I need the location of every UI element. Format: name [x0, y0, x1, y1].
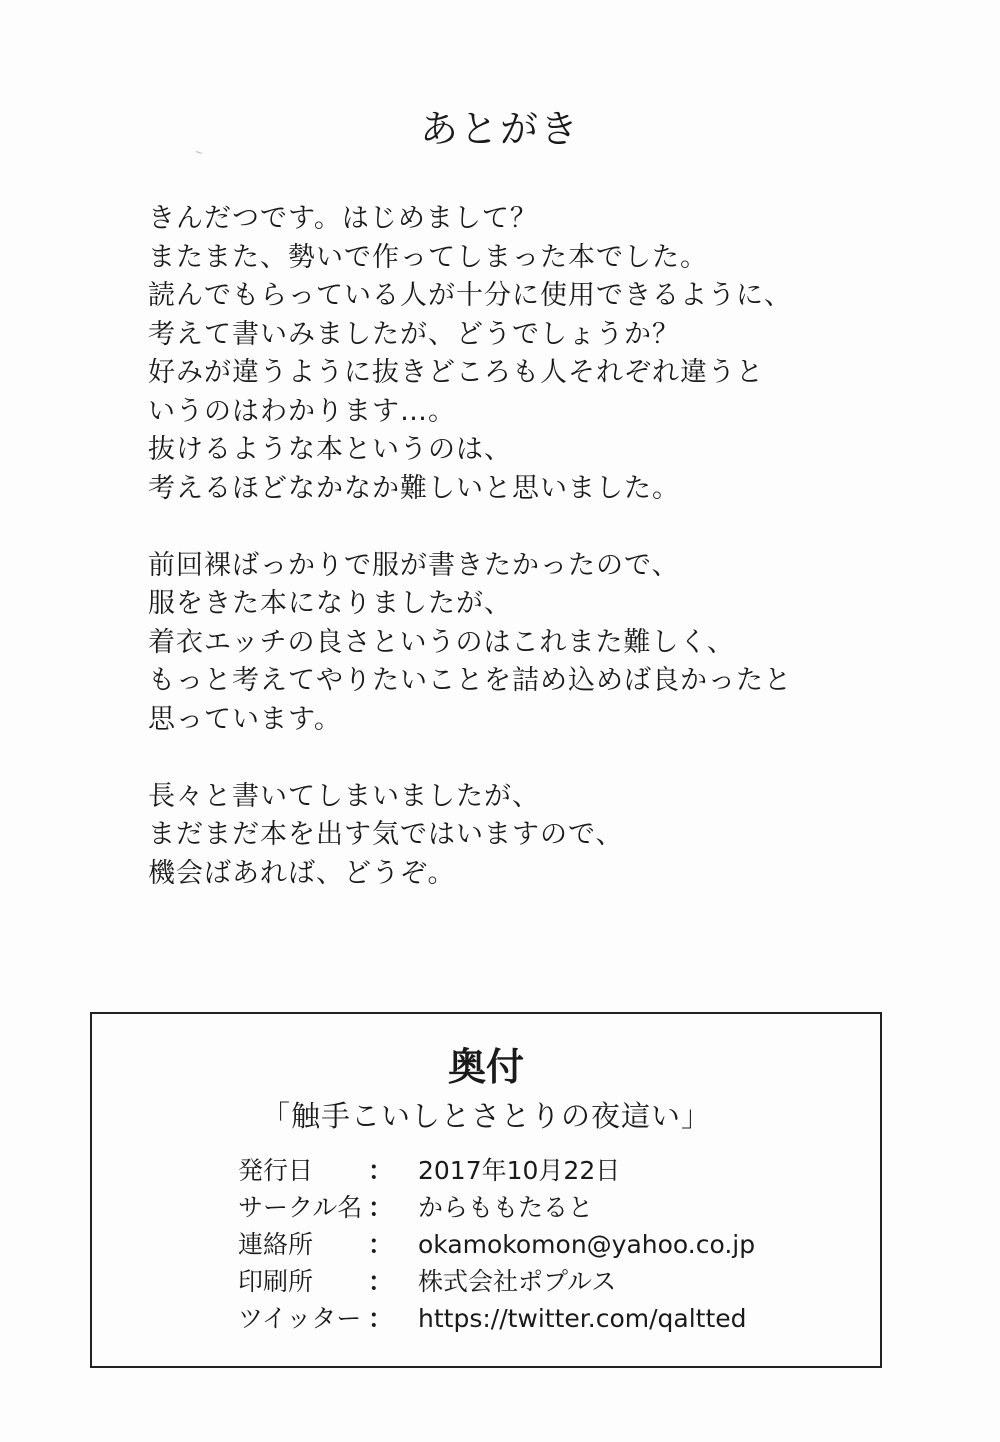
text-line: もっと考えてやりたいことを詰め込めば良かったと	[148, 665, 792, 696]
info-separator: ：	[368, 1156, 394, 1185]
text-line: 思っています。	[148, 703, 342, 735]
info-value-email: okamokomon@yahoo.co.jp	[418, 1230, 756, 1259]
text-line: 長々と書いてしまいましたが、	[148, 780, 540, 812]
info-value: からももたると	[418, 1193, 594, 1222]
info-label: ツイッター	[238, 1304, 362, 1333]
info-separator: ：	[368, 1193, 394, 1222]
text-line: 服をきた本になりましたが、	[148, 588, 512, 619]
info-label: 印刷所	[238, 1267, 314, 1296]
work-title: 「触手こいしとさとりの夜這い」	[260, 1099, 711, 1133]
info-value-twitter-url: https://twitter.com/qaltted	[418, 1304, 747, 1333]
text-line: 着衣エッチの良さというのはこれまた難しく、	[148, 626, 735, 658]
text-line: またまた、勢いで作ってしまった本でした。	[148, 241, 708, 273]
colophon-box	[90, 1012, 882, 1368]
paragraph-1	[148, 200, 868, 508]
info-label: 連絡所	[238, 1230, 314, 1259]
text-line: 抜けるような本というのは、	[148, 434, 512, 465]
info-separator: ：	[368, 1267, 394, 1296]
text-line: きんだつです。はじめまして？	[148, 203, 538, 234]
info-separator: ：	[368, 1304, 394, 1333]
info-value: 2017年10月22日	[418, 1156, 621, 1185]
text-line: まだまだ本を出す気ではいますので、	[148, 819, 624, 850]
text-line: 好みが違うように抜きどころも人それぞれ違うと	[148, 357, 764, 388]
paragraph-gap	[148, 739, 868, 778]
info-value: 株式会社ポプルス	[418, 1267, 617, 1296]
afterword-title: あとがき	[419, 107, 580, 151]
info-label: サークル名	[238, 1193, 363, 1222]
info-separator: ：	[368, 1230, 394, 1259]
paragraph-gap	[148, 508, 868, 547]
text-line: いうのはわかります…。	[148, 395, 456, 427]
text-line: 考えるほどなかなか難しいと思いました。	[148, 472, 680, 504]
colophon-heading: 奥付	[447, 1045, 524, 1089]
text-line: 考えて書いみましたが、どうでしょうか？	[148, 318, 680, 350]
paragraph-2	[148, 547, 868, 740]
text-line: 前回裸ばっかりで服が書きたかったので、	[148, 549, 680, 581]
text-line: 機会ばあれば、どうぞ。	[148, 857, 456, 889]
paragraph-3	[148, 778, 868, 894]
info-label: 発行日	[238, 1156, 314, 1185]
text-line: 読んでもらっている人が十分に使用できるように、	[148, 280, 792, 311]
afterword-body	[148, 200, 868, 893]
